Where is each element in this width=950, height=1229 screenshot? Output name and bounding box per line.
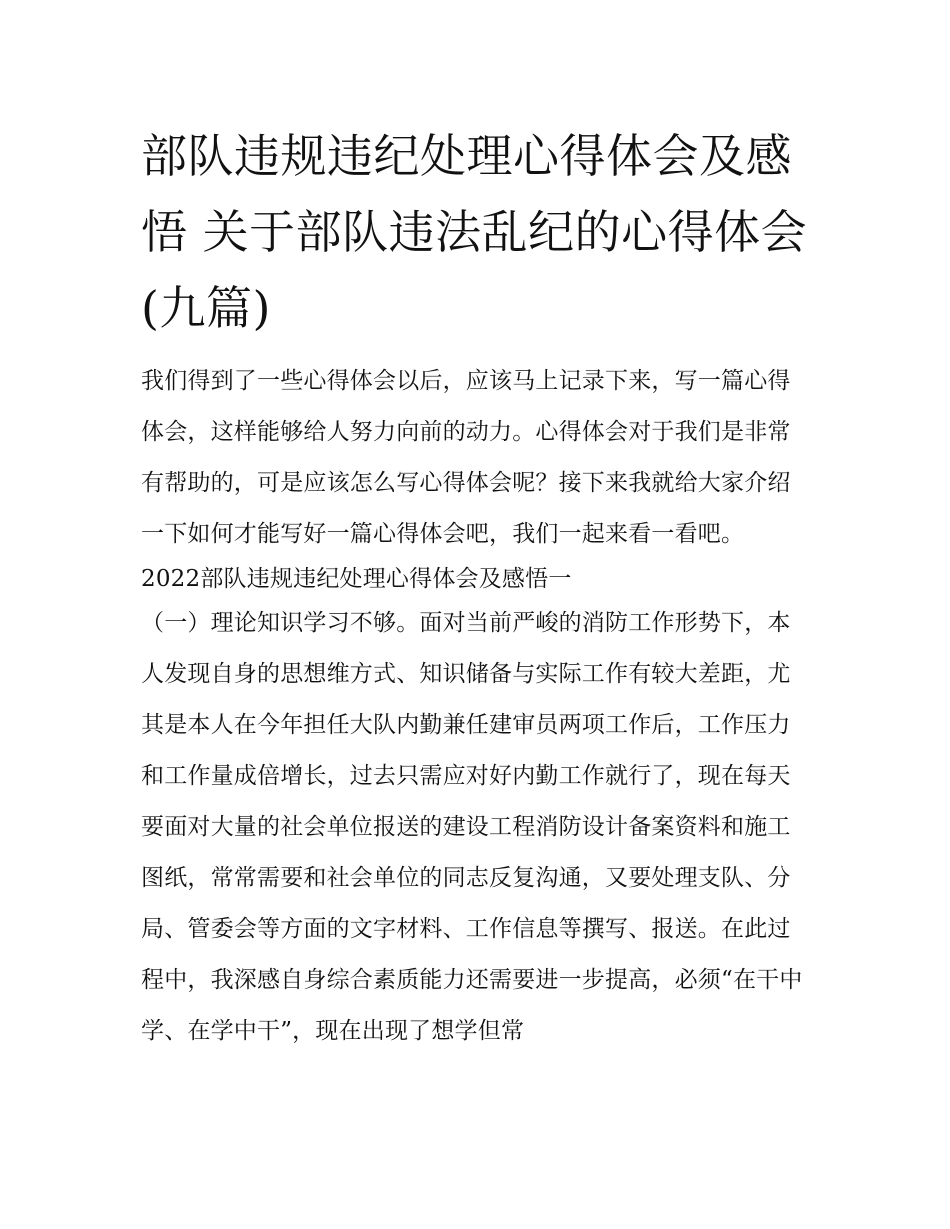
intro-paragraph: 我们得到了一些心得体会以后，应该马上记录下来，写一篇心得体会，这样能够给人努力向前的动力。心得体会对于我们是非常有帮助的，可是应该怎么写心得体会呢？接下来我就给大家介绍一下如何才能写好一篇心得体会吧，我们一起来看一看吧。	[141, 368, 791, 547]
section-body-paragraph: （一）理论知识学习不够。面对当前严峻的消防工作形势下，本人发现自身的思想维方式、知识储备与实际工作有较大差距，尤其是本人在今年担任大队内勤兼任建审员两项工作后，工作压力和工作量成倍增长，过去只需应对好内勤工作就行了，现在每天要面对大量的社会单位报送的建设工程消防设计备案资料和施工图纸，常常需要和社会单位的同志反复沟通，又要处理支队、分局、管委会等方面的文字材料、工作信息等撰写、报送。在此过程中，我深感自身综合素质能力还需要进一步提高，必须“在干中学、在学中干”，现在出现了想学但常	[141, 610, 803, 1044]
document-title: 部队违规违纪处理心得体会及感悟 关于部队违法乱纪的心得体会(九篇)	[141, 129, 808, 335]
section-heading: 2022部队违规违纪处理心得体会及感悟一	[141, 566, 572, 592]
document-content	[141, 118, 813, 1057]
